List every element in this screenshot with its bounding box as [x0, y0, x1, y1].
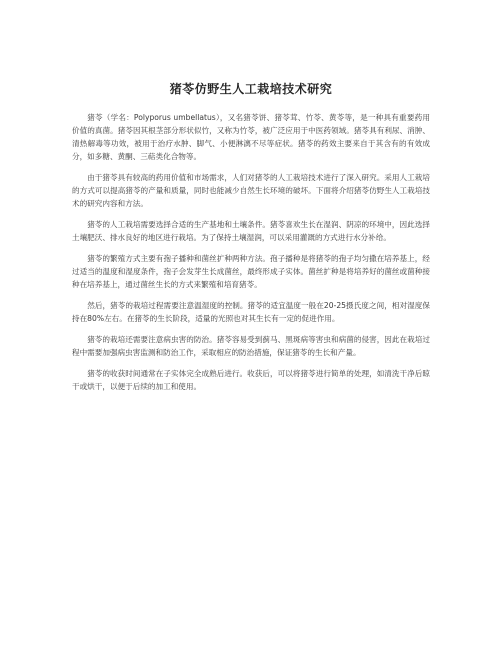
- paragraph-propagation: 猪苓的繁殖方式主要有孢子播种和菌丝扩种两种方法。孢子播种是将猪苓的孢子均匀撒在培养基上，经过适当的温度和湿度条件，孢子会发芽生长成菌丝，最终形成子实体。菌丝扩种是将培养好的菌丝或菌种接种在培养基上，通过菌丝生长的方式来繁殖和培育猪苓。: [72, 254, 430, 289]
- paragraph-research-purpose: 由于猪苓具有较高的药用价值和市场需求，人们对猪苓的人工栽培技术进行了深入研究。采用人工栽培的方式可以提高猪苓的产量和质量，同时也能减少自然生长环境的破坏。下面将介绍猪苓仿野生人工栽培技术的研究内容和方法。: [72, 173, 430, 208]
- paragraph-temperature-humidity: 然后，猪苓的栽培过程需要注意温湿度的控制。猪苓的适宜温度一般在20-25摄氏度之间，相对湿度保持在80%左右。在猪苓的生长阶段，适量的光照也对其生长有一定的促进作用。: [72, 301, 430, 323]
- paragraph-site-and-soil: 猪苓的人工栽培需要选择合适的生产基地和土壤条件。猪苓喜欢生长在湿润、阴凉的环境中，因此选择土壤肥沃、排水良好的地区进行栽培。为了保持土壤湿润，可以采用灌溉的方式进行水分补给。: [72, 220, 430, 242]
- paragraph-intro: 猪苓（学名：Polyporus umbellatus），又名猪苓饼、猪苓茸、竹苓、黄苓等，是一种具有重要药用价值的真菌。猪苓因其根茎部分形状似竹，又称为竹苓，被广泛应用于中医药领域。猪苓具有利尿、消肿、清热解毒等功效，被用于治疗水肿、脚气、小便淋漓不尽等症状。猪苓的药效主要来自于其含有的有效成分，如多糖、黄酮、三萜类化合物等。: [72, 113, 430, 161]
- paragraph-pest-control: 猪苓的栽培还需要注意病虫害的防治。猪苓容易受到蓟马、黑斑病等害虫和病菌的侵害，因此在栽培过程中需要加强病虫害监测和防治工作，采取相应的防治措施，保证猪苓的生长和产量。: [72, 335, 430, 357]
- document-title: 猪苓仿野生人工栽培技术研究: [169, 82, 333, 96]
- paragraph-harvest: 猪苓的收获时间通常在子实体完全成熟后进行。收获后，可以将猪苓进行简单的处理，如清洗干净后晾干或烘干，以便于后续的加工和使用。: [72, 369, 430, 391]
